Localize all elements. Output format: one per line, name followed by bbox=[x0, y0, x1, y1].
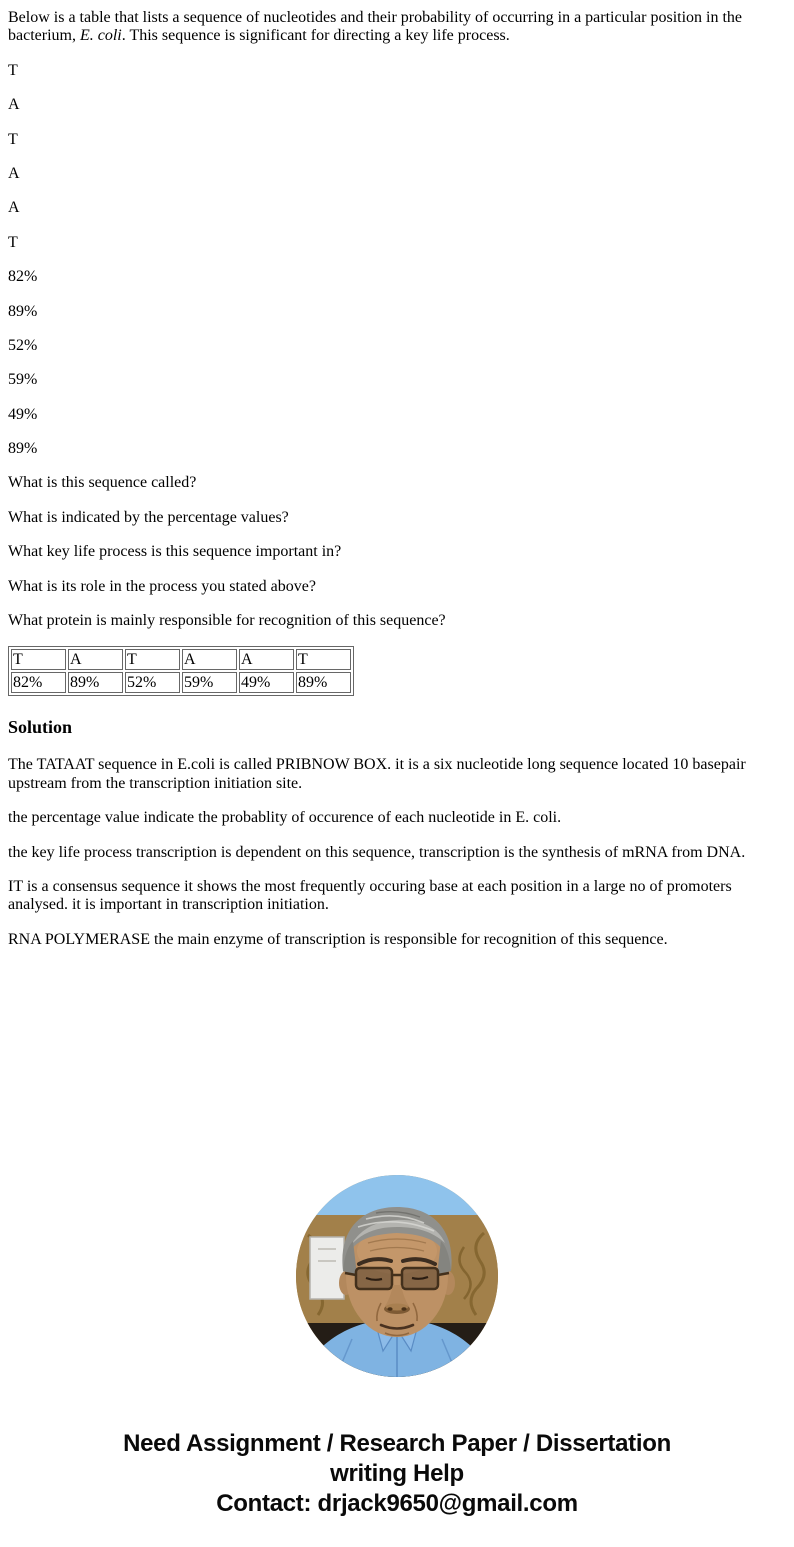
avatar bbox=[296, 1175, 498, 1377]
table-cell: T bbox=[296, 649, 351, 670]
table-cell: A bbox=[182, 649, 237, 670]
percentage-line: 59% bbox=[8, 371, 38, 389]
solution-paragraph: the key life process transcription is dependent on this sequence, transcription is the synthesis of mRNA from DNA. bbox=[8, 843, 746, 861]
table-cell: T bbox=[125, 649, 180, 670]
percentage-line: 89% bbox=[8, 440, 38, 458]
nucleotide-line: T bbox=[8, 130, 18, 148]
footer-line: writing Help bbox=[330, 1460, 464, 1488]
nucleotide-probability-table bbox=[8, 646, 354, 696]
question-line: What key life process is this sequence important in? bbox=[8, 543, 342, 561]
table-cell: A bbox=[68, 649, 123, 670]
table-cell: T bbox=[11, 649, 66, 670]
table-cell: 52% bbox=[125, 672, 180, 693]
question-line: What is this sequence called? bbox=[8, 474, 197, 492]
table-cell: 82% bbox=[11, 672, 66, 693]
nucleotide-line: A bbox=[8, 96, 20, 114]
table-cell: 89% bbox=[296, 672, 351, 693]
intro-species-italic: E. coli bbox=[79, 27, 122, 45]
intro-text-after: . This sequence is significant for directing a key life process. bbox=[121, 27, 510, 45]
intro-text-before: Below is a table that lists a sequence of nucleotides and their probability of occurring in a particular position in the bacterium, bbox=[8, 9, 743, 45]
table-row-probabilities bbox=[11, 672, 351, 693]
percentage-line: 49% bbox=[8, 405, 38, 423]
footer-line: Need Assignment / Research Paper / Dissertation bbox=[123, 1430, 671, 1458]
question-line: What is indicated by the percentage values? bbox=[8, 508, 289, 526]
percentage-line: 52% bbox=[8, 336, 38, 354]
nucleotide-line: A bbox=[8, 164, 20, 182]
table-cell: 89% bbox=[68, 672, 123, 693]
table-cell: 59% bbox=[182, 672, 237, 693]
person-photo-icon bbox=[296, 1175, 498, 1377]
solution-paragraph: the percentage value indicate the probablity of occurence of each nucleotide in E. coli. bbox=[8, 809, 562, 827]
solution-heading: Solution bbox=[8, 717, 73, 738]
solution-paragraph: The TATAAT sequence in E.coli is called PRIBNOW BOX. it is a six nucleotide long sequence located 10 basepair upstream from the transcription initiation site. bbox=[8, 756, 746, 792]
table-row-nucleotides bbox=[11, 649, 351, 670]
percentage-line: 89% bbox=[8, 302, 38, 320]
intro-paragraph bbox=[8, 9, 786, 46]
question-line: What is its role in the process you stated above? bbox=[8, 577, 316, 595]
percentage-line: 82% bbox=[8, 268, 38, 286]
nucleotide-line: T bbox=[8, 233, 18, 251]
question-line: What protein is mainly responsible for recognition of this sequence? bbox=[8, 612, 446, 630]
solution-paragraph: RNA POLYMERASE the main enzyme of transcription is responsible for recognition of this sequence. bbox=[8, 930, 668, 948]
table-cell: 49% bbox=[239, 672, 294, 693]
table-cell: A bbox=[239, 649, 294, 670]
footer-contact-email: Contact: drjack9650@gmail.com bbox=[216, 1490, 578, 1518]
nucleotide-line: A bbox=[8, 199, 20, 217]
solution-paragraph: IT is a consensus sequence it shows the most frequently occuring base at each position in a large no of promoters analysed. it is important in transcription initiation. bbox=[8, 877, 732, 914]
whitespace-spacer bbox=[8, 965, 786, 1175]
nucleotide-line: T bbox=[8, 61, 18, 79]
footer-banner bbox=[8, 1429, 786, 1519]
